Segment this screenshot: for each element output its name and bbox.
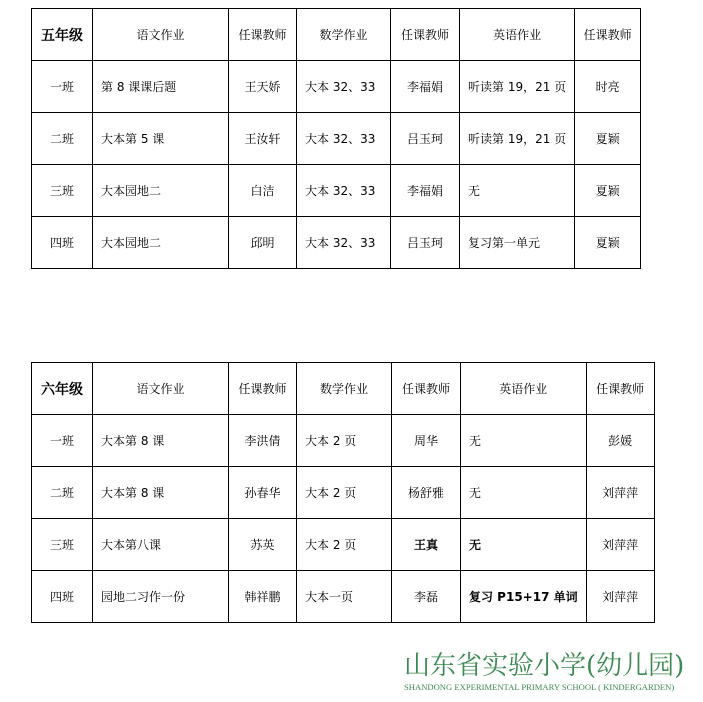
chinese-teacher-cell: 孙春华 <box>229 467 297 519</box>
math-homework-cell: 大本 32、33 <box>297 113 391 165</box>
math-homework-cell: 大本 2 页 <box>297 467 392 519</box>
math-homework-cell: 大本 32、33 <box>297 217 391 269</box>
english-teacher-cell: 刘萍萍 <box>586 467 654 519</box>
table-row <box>32 113 641 165</box>
chinese-teacher-cell: 苏英 <box>229 519 297 571</box>
header-chinese-homework: 语文作业 <box>93 9 229 61</box>
chinese-teacher-cell: 邱明 <box>229 217 297 269</box>
english-teacher-cell: 夏颖 <box>575 165 641 217</box>
english-homework-cell: 无 <box>460 165 575 217</box>
school-name-english: SHANDONG EXPERIMENTAL PRIMARY SCHOOL ( KINDERGARDEN) <box>404 682 675 692</box>
chinese-homework-cell: 大本第 5 课 <box>93 113 229 165</box>
math-teacher-cell: 杨舒雅 <box>392 467 461 519</box>
english-homework-cell: 听读第 19，21 页 <box>460 113 575 165</box>
grade6-homework-table <box>31 362 655 623</box>
chinese-homework-cell: 大本园地二 <box>93 165 229 217</box>
header-math-homework: 数学作业 <box>297 9 391 61</box>
header-chinese-teacher: 任课教师 <box>229 9 297 61</box>
english-teacher-cell: 刘萍萍 <box>586 519 654 571</box>
english-homework-cell: 复习 P15+17 单词 <box>461 571 587 623</box>
class-cell: 四班 <box>32 217 93 269</box>
chinese-homework-cell: 大本第 8 课 <box>93 467 229 519</box>
table-row <box>32 61 641 113</box>
english-homework-cell: 无 <box>461 415 587 467</box>
math-teacher-cell: 李磊 <box>392 571 461 623</box>
english-teacher-cell: 夏颖 <box>575 113 641 165</box>
chinese-homework-cell: 大本第八课 <box>93 519 229 571</box>
english-homework-cell: 复习第一单元 <box>460 217 575 269</box>
math-teacher-cell: 王真 <box>392 519 461 571</box>
class-cell: 一班 <box>32 415 93 467</box>
school-name-chinese: 山东省实验小学(幼儿园) <box>404 651 685 681</box>
chinese-teacher-cell: 白洁 <box>229 165 297 217</box>
english-teacher-cell: 时亮 <box>575 61 641 113</box>
math-homework-cell: 大本 2 页 <box>297 519 392 571</box>
english-teacher-cell: 刘萍萍 <box>586 571 654 623</box>
header-chinese-teacher: 任课教师 <box>229 363 297 415</box>
math-homework-cell: 大本一页 <box>297 571 392 623</box>
chinese-homework-cell: 大本园地二 <box>93 217 229 269</box>
table-row <box>32 415 655 467</box>
table-header-row <box>32 9 641 61</box>
header-math-teacher: 任课教师 <box>391 9 460 61</box>
header-english-homework: 英语作业 <box>461 363 587 415</box>
math-teacher-cell: 李福娟 <box>391 165 460 217</box>
math-teacher-cell: 吕玉珂 <box>391 113 460 165</box>
table-row <box>32 467 655 519</box>
chinese-homework-cell: 园地二习作一份 <box>93 571 229 623</box>
class-cell: 四班 <box>32 571 93 623</box>
header-math-teacher: 任课教师 <box>392 363 461 415</box>
math-homework-cell: 大本 32、33 <box>297 61 391 113</box>
class-cell: 二班 <box>32 467 93 519</box>
table-row <box>32 165 641 217</box>
table-row <box>32 217 641 269</box>
header-math-homework: 数学作业 <box>297 363 392 415</box>
class-cell: 一班 <box>32 61 93 113</box>
chinese-teacher-cell: 李洪倩 <box>229 415 297 467</box>
header-english-teacher: 任课教师 <box>575 9 641 61</box>
english-homework-cell: 无 <box>461 467 587 519</box>
math-teacher-cell: 周华 <box>392 415 461 467</box>
chinese-teacher-cell: 王天娇 <box>229 61 297 113</box>
table-row <box>32 571 655 623</box>
chinese-teacher-cell: 王汝轩 <box>229 113 297 165</box>
chinese-teacher-cell: 韩祥鹏 <box>229 571 297 623</box>
class-cell: 二班 <box>32 113 93 165</box>
english-teacher-cell: 夏颖 <box>575 217 641 269</box>
grade-label: 六年级 <box>32 363 93 415</box>
header-english-homework: 英语作业 <box>460 9 575 61</box>
english-homework-cell: 无 <box>461 519 587 571</box>
math-teacher-cell: 李福娟 <box>391 61 460 113</box>
math-homework-cell: 大本 2 页 <box>297 415 392 467</box>
english-homework-cell: 听读第 19，21 页 <box>460 61 575 113</box>
class-cell: 三班 <box>32 165 93 217</box>
header-english-teacher: 任课教师 <box>586 363 654 415</box>
table-row <box>32 519 655 571</box>
grade-label: 五年级 <box>32 9 93 61</box>
grade5-homework-table <box>31 8 641 269</box>
english-teacher-cell: 彭媛 <box>586 415 654 467</box>
table-header-row <box>32 363 655 415</box>
class-cell: 三班 <box>32 519 93 571</box>
chinese-homework-cell: 第 8 课课后题 <box>93 61 229 113</box>
school-logo <box>404 651 696 693</box>
math-teacher-cell: 吕玉珂 <box>391 217 460 269</box>
chinese-homework-cell: 大本第 8 课 <box>93 415 229 467</box>
header-chinese-homework: 语文作业 <box>93 363 229 415</box>
math-homework-cell: 大本 32、33 <box>297 165 391 217</box>
